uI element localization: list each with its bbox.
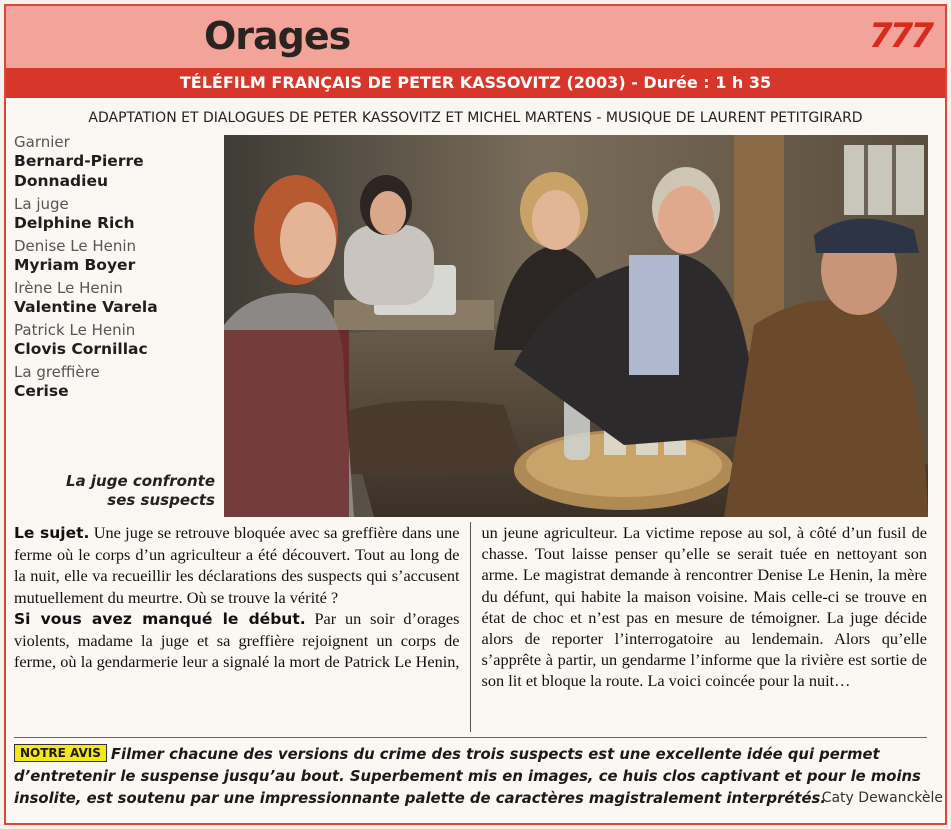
- cast-actor: Bernard-Pierre: [14, 152, 144, 170]
- cast-role: Irène Le Henin: [14, 279, 123, 297]
- rating-badge: 777: [869, 16, 931, 56]
- photo-caption: [20, 472, 215, 510]
- paragraph-lead: Le sujet.: [14, 524, 90, 542]
- title-band: [6, 6, 945, 68]
- cast-actor: Myriam Boyer: [14, 256, 136, 274]
- credits-line: ADAPTATION ET DIALOGUES DE PETER KASSOVITZ ET MICHEL MARTENS - MUSIQUE DE LAURENT PETITGIRARD: [88, 110, 863, 126]
- caption-line: La juge confronte: [66, 472, 215, 490]
- cast-actor: Delphine Rich: [14, 214, 135, 232]
- cast-item: [14, 237, 214, 275]
- cast-role: La greffière: [14, 363, 100, 381]
- cast-actor: Donnadieu: [14, 172, 108, 190]
- paragraph-lead: Si vous avez manqué le début.: [14, 609, 306, 628]
- cast-role: La juge: [14, 195, 69, 213]
- cast-role: Garnier: [14, 133, 70, 151]
- opinion-badge: NOTRE AVIS: [14, 744, 107, 762]
- page-title: Orages: [204, 14, 351, 58]
- article-paragraph: [14, 522, 460, 608]
- cast-role: Denise Le Henin: [14, 237, 137, 255]
- caption-line: ses suspects: [107, 491, 215, 509]
- cast-item: [14, 279, 214, 317]
- paragraph-text: Une juge se retrouve bloquée avec sa greffière dans une ferme où le corps d’un agriculteur a été découvert. Tout au long de la nuit, elle va recueillir les déclarations des suspects qui s’accusent mutuellement du meurtre. Où se trouve la vérité ?: [14, 523, 460, 607]
- cast-item: [14, 321, 214, 359]
- paragraph-text: Par un soir d’orages violents, madame la juge et sa greffière rejoignent un corps de ferme, où la gendarmerie leur a signalé la mort de Patrick Le Henin, un jeune agriculteur. La victime repose au sol, à côté d’un fusil de chasse. Tout laisse penser qu’elle se serait tuée en nettoyant son arme. Le magistrat demande à rencontrer Denise Le Henin, la mère du défunt, qui habite la maison voisine. Mais celle-ci se trouve en état de choc et n’est pas en mesure de témoigner. La juge décide alors de reporter l’interrogatoire au lendemain. Alors qu’elle s’apprête à partir, un gendarme l’informe que la rivière est sortie de son lit et bloque la route. La voici coincée pour la nuit…: [14, 523, 927, 691]
- review-opinion: [14, 744, 927, 810]
- cast-actor: Clovis Cornillac: [14, 340, 148, 358]
- opinion-text: Filmer chacune des versions du crime des trois suspects est une excellente idée qui permet d’entretenir le suspense jusqu’au bout. Superbement mis en images, ce huis clos captivant et pour le moins insolite, est soutenu par une impressionnante palette de caractères magistralement interprétés.: [14, 746, 921, 807]
- article-body: [14, 522, 927, 732]
- cast-list: [14, 133, 214, 405]
- cast-role: Patrick Le Henin: [14, 321, 136, 339]
- cast-item: [14, 133, 214, 191]
- divider: [14, 737, 927, 738]
- film-still-photo: [224, 135, 928, 517]
- film-still-illustration: [224, 135, 928, 517]
- film-info-bar: TÉLÉFILM FRANÇAIS DE PETER KASSOVITZ (2003) - Durée : 1 h 35: [6, 68, 945, 98]
- review-author: Caty Dewanckèle: [821, 790, 943, 806]
- cast-item: [14, 363, 214, 401]
- cast-actor: Cerise: [14, 382, 69, 400]
- cast-actor: Valentine Varela: [14, 298, 158, 316]
- cast-item: [14, 195, 214, 233]
